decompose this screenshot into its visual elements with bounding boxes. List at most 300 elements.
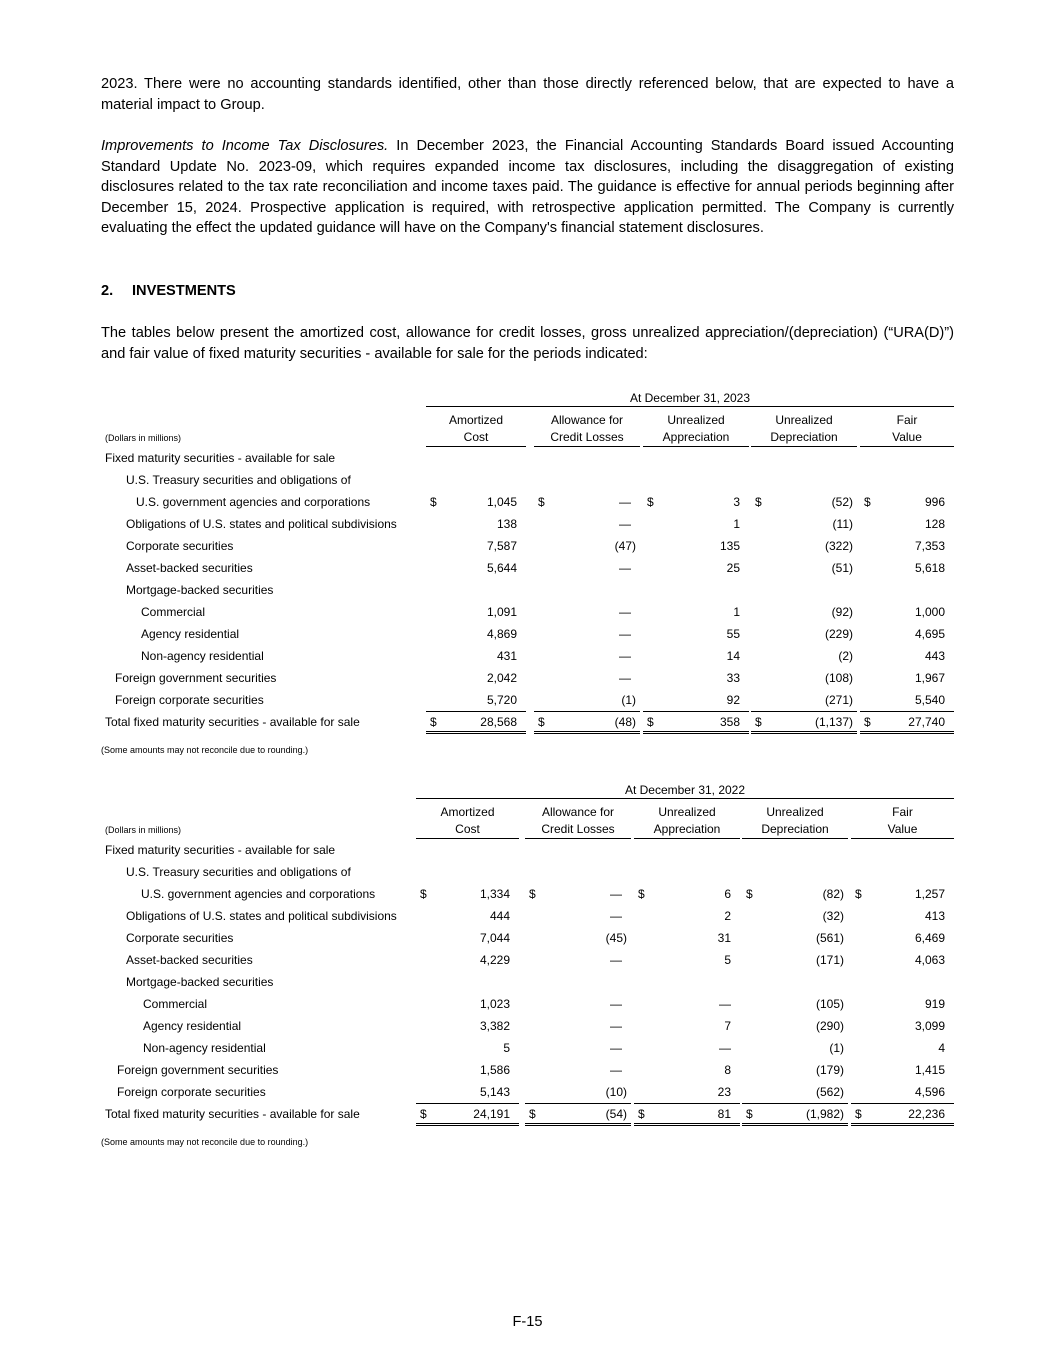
cell-value: (1,137) — [814, 715, 853, 729]
value-cell — [525, 905, 631, 927]
row-label: Asset-backed securities — [126, 953, 253, 967]
cell-value: 358 — [719, 715, 740, 729]
cell-value: 4,695 — [914, 627, 945, 641]
value-cell — [643, 535, 749, 557]
column-header-line-2: Depreciation — [770, 429, 838, 444]
cell-value: 1 — [733, 605, 740, 619]
row-label: Asset-backed securities — [126, 561, 253, 575]
column-header-line-2: Credit Losses — [541, 821, 615, 836]
currency-symbol: $ — [420, 887, 427, 901]
column-header-line-1: Allowance for — [541, 805, 615, 819]
column-header — [534, 412, 640, 447]
value-cell — [860, 623, 954, 645]
cell-value: 4,869 — [486, 627, 517, 641]
cell-value: 5,618 — [914, 561, 945, 575]
currency-symbol: $ — [864, 715, 871, 729]
cell-value: (51) — [831, 561, 853, 575]
table-row — [101, 557, 954, 579]
column-header — [416, 804, 519, 839]
value-cell — [643, 601, 749, 623]
cell-value: (10) — [605, 1085, 627, 1099]
column-header-line-2: Cost — [463, 429, 489, 444]
currency-symbol: $ — [638, 887, 645, 901]
cell-value: 1,023 — [479, 997, 510, 1011]
cell-value: 1,045 — [486, 495, 517, 509]
row-label: U.S. Treasury securities and obligations of — [126, 865, 351, 879]
row-label: Foreign corporate securities — [117, 1085, 266, 1099]
column-header-line-1: Allowance for — [550, 413, 624, 427]
cell-value: 4,063 — [914, 953, 945, 967]
cell-value: 1,334 — [479, 887, 510, 901]
value-cell — [525, 927, 631, 949]
currency-symbol: $ — [538, 495, 545, 509]
cell-value: 3 — [733, 495, 740, 509]
value-cell — [851, 927, 954, 949]
row-label: Fixed maturity securities - available for sale — [105, 451, 336, 465]
units-label: (Dollars in millions) — [105, 433, 182, 443]
cell-value: 7,353 — [914, 539, 945, 553]
cell-value: 128 — [924, 517, 945, 531]
value-cell — [416, 1015, 519, 1037]
value-cell — [751, 623, 857, 645]
value-cell — [643, 667, 749, 689]
value-cell — [851, 949, 954, 971]
value-cell — [416, 1059, 519, 1081]
value-cell — [426, 623, 526, 645]
value-cell — [851, 883, 954, 905]
cell-value: 443 — [924, 649, 945, 663]
cell-value: — — [619, 671, 631, 685]
table-row — [101, 927, 954, 949]
value-cell — [643, 689, 749, 711]
value-cell — [860, 711, 954, 734]
cell-value: (322) — [824, 539, 853, 553]
cell-value: — — [719, 997, 731, 1011]
cell-value: 444 — [489, 909, 510, 923]
value-cell — [534, 491, 640, 513]
cell-value: 5 — [503, 1041, 510, 1055]
cell-value: 1,000 — [914, 605, 945, 619]
value-cell — [742, 905, 848, 927]
value-cell — [416, 927, 519, 949]
table-row — [101, 1059, 954, 1081]
value-cell — [534, 535, 640, 557]
column-header-line-1: Fair — [892, 805, 913, 819]
value-cell — [634, 1103, 740, 1126]
cell-value: (290) — [815, 1019, 844, 1033]
column-header — [643, 412, 749, 447]
cell-value: (48) — [614, 715, 636, 729]
currency-symbol: $ — [529, 887, 536, 901]
value-cell — [860, 601, 954, 623]
value-cell — [534, 513, 640, 535]
value-cell — [426, 645, 526, 667]
column-header-line-2: Depreciation — [761, 821, 829, 836]
value-cell — [534, 601, 640, 623]
row-label: Foreign government securities — [117, 1063, 279, 1077]
column-header-line-2: Value — [892, 429, 922, 444]
column-header-line-1: Unrealized — [658, 805, 716, 819]
value-cell — [426, 491, 526, 513]
value-cell — [634, 1059, 740, 1081]
table-row — [101, 971, 954, 993]
table-row — [101, 1015, 954, 1037]
value-cell — [643, 557, 749, 579]
row-label: Commercial — [143, 997, 208, 1011]
value-cell — [751, 513, 857, 535]
value-cell — [416, 1037, 519, 1059]
value-cell — [525, 883, 631, 905]
cell-value: 28,568 — [480, 715, 517, 729]
row-label: Fixed maturity securities - available for sale — [105, 843, 336, 857]
currency-symbol: $ — [538, 715, 545, 729]
cell-value: 5 — [724, 953, 731, 967]
cell-value: (562) — [815, 1085, 844, 1099]
cell-value: — — [610, 909, 622, 923]
total-row — [101, 1103, 954, 1125]
value-cell — [742, 927, 848, 949]
value-cell — [416, 905, 519, 927]
cell-value: 7,587 — [486, 539, 517, 553]
column-header — [634, 804, 740, 839]
cell-value: — — [610, 953, 622, 967]
row-label: Agency residential — [141, 627, 240, 641]
column-header-line-2: Appreciation — [662, 429, 730, 444]
value-cell — [634, 927, 740, 949]
investments-table-2022 — [101, 782, 954, 1152]
currency-symbol: $ — [855, 887, 862, 901]
table-row — [101, 579, 954, 601]
cell-value: 55 — [726, 627, 740, 641]
value-cell — [426, 535, 526, 557]
cell-value: 23 — [717, 1085, 731, 1099]
column-header-line-1: Amortized — [448, 413, 504, 427]
cell-value: 92 — [726, 693, 740, 707]
rounding-note: (Some amounts may not reconcile due to rounding.) — [101, 1137, 309, 1147]
cell-value: (1) — [829, 1041, 844, 1055]
period-header: At December 31, 2023 — [426, 390, 954, 407]
cell-value: 7,044 — [479, 931, 510, 945]
value-cell — [751, 557, 857, 579]
value-cell — [742, 949, 848, 971]
cell-value: — — [619, 495, 631, 509]
cell-value: (45) — [605, 931, 627, 945]
value-cell — [643, 491, 749, 513]
value-cell — [860, 667, 954, 689]
value-cell — [525, 1015, 631, 1037]
cell-value: — — [610, 1063, 622, 1077]
cell-value: (1,982) — [805, 1107, 844, 1121]
column-header-line-1: Amortized — [440, 805, 495, 819]
value-cell — [851, 1103, 954, 1126]
value-cell — [742, 883, 848, 905]
cell-value: 6 — [724, 887, 731, 901]
cell-value: 135 — [719, 539, 740, 553]
value-cell — [634, 1081, 740, 1103]
value-cell — [860, 557, 954, 579]
investments-table-2023 — [101, 390, 954, 760]
cell-value: 6,469 — [914, 931, 945, 945]
period-header: At December 31, 2022 — [416, 782, 954, 799]
table-row — [101, 839, 954, 861]
value-cell — [525, 949, 631, 971]
cell-value: 24,191 — [473, 1107, 510, 1121]
paragraph-title: Improvements to Income Tax Disclosures. — [101, 138, 389, 154]
cell-value: 25 — [726, 561, 740, 575]
cell-value: (171) — [815, 953, 844, 967]
value-cell — [643, 513, 749, 535]
value-cell — [525, 1103, 631, 1126]
cell-value: — — [610, 997, 622, 1011]
table-row — [101, 469, 954, 491]
value-cell — [416, 1103, 519, 1126]
row-label: Total fixed maturity securities - available for sale — [105, 715, 360, 729]
table-row — [101, 513, 954, 535]
column-header-line-1: Unrealized — [667, 413, 725, 427]
cell-value: 1,091 — [486, 605, 517, 619]
value-cell — [751, 491, 857, 513]
cell-value: 413 — [924, 909, 945, 923]
cell-value: — — [610, 1041, 622, 1055]
table-row — [101, 993, 954, 1015]
cell-value: 5,143 — [479, 1085, 510, 1099]
cell-value: (54) — [605, 1107, 627, 1121]
cell-value: 4,596 — [914, 1085, 945, 1099]
value-cell — [426, 557, 526, 579]
table-row — [101, 667, 954, 689]
row-label: Mortgage-backed securities — [126, 583, 274, 597]
cell-value: (52) — [831, 495, 853, 509]
value-cell — [416, 883, 519, 905]
cell-value: 22,236 — [908, 1107, 945, 1121]
cell-value: (11) — [832, 517, 853, 531]
table-row — [101, 623, 954, 645]
value-cell — [860, 491, 954, 513]
cell-value: 4,229 — [479, 953, 510, 967]
value-cell — [851, 1081, 954, 1103]
column-header-line-2: Credit Losses — [550, 429, 624, 444]
value-cell — [416, 949, 519, 971]
column-header-line-1: Unrealized — [766, 805, 824, 819]
value-cell — [534, 689, 640, 711]
intro-paragraph: 2023. There were no accounting standards identified, other than those directly referenced below, that are expected to have a material impact to Group. — [101, 76, 954, 113]
column-header — [851, 804, 954, 839]
currency-symbol: $ — [647, 715, 654, 729]
cell-value: 1,586 — [479, 1063, 510, 1077]
cell-value: — — [610, 1019, 622, 1033]
cell-value: (1) — [621, 693, 636, 707]
row-label: Total fixed maturity securities - available for sale — [105, 1107, 360, 1121]
value-cell — [426, 601, 526, 623]
row-label: Foreign government securities — [115, 671, 277, 685]
table-row — [101, 1081, 954, 1103]
value-cell — [643, 645, 749, 667]
value-cell — [851, 993, 954, 1015]
accounting-update-paragraph — [101, 136, 954, 239]
value-cell — [742, 1059, 848, 1081]
table-row — [101, 535, 954, 557]
value-cell — [851, 905, 954, 927]
column-header-line-2: Value — [887, 821, 918, 836]
table-row — [101, 949, 954, 971]
value-cell — [426, 711, 526, 734]
value-cell — [643, 623, 749, 645]
value-cell — [416, 993, 519, 1015]
table-row — [101, 905, 954, 927]
cell-value: 1,415 — [914, 1063, 945, 1077]
units-label: (Dollars in millions) — [105, 825, 182, 835]
rounding-note: (Some amounts may not reconcile due to rounding.) — [101, 745, 309, 755]
cell-value: (179) — [815, 1063, 844, 1077]
value-cell — [534, 557, 640, 579]
currency-symbol: $ — [755, 715, 762, 729]
column-header — [742, 804, 848, 839]
value-cell — [851, 1015, 954, 1037]
value-cell — [860, 535, 954, 557]
cell-value: 81 — [717, 1107, 731, 1121]
value-cell — [534, 667, 640, 689]
cell-value: — — [619, 627, 631, 641]
cell-value: — — [619, 649, 631, 663]
value-cell — [426, 689, 526, 711]
cell-value: 996 — [924, 495, 945, 509]
table-row — [101, 491, 954, 513]
column-header-line-2: Appreciation — [653, 821, 721, 836]
value-cell — [851, 1037, 954, 1059]
value-cell — [534, 711, 640, 734]
cell-value: (82) — [822, 887, 844, 901]
cell-value: 14 — [726, 649, 740, 663]
row-label: Non-agency residential — [143, 1041, 266, 1055]
value-cell — [742, 1081, 848, 1103]
cell-value: — — [619, 517, 631, 531]
value-cell — [634, 949, 740, 971]
value-cell — [751, 535, 857, 557]
row-label: U.S. government agencies and corporations — [141, 887, 376, 901]
currency-symbol: $ — [420, 1107, 427, 1121]
value-cell — [751, 667, 857, 689]
cell-value: (2) — [838, 649, 853, 663]
column-header — [751, 412, 857, 447]
value-cell — [634, 905, 740, 927]
value-cell — [426, 667, 526, 689]
cell-value: (32) — [822, 909, 844, 923]
currency-symbol: $ — [746, 1107, 753, 1121]
value-cell — [851, 1059, 954, 1081]
currency-symbol: $ — [430, 715, 437, 729]
value-cell — [525, 1037, 631, 1059]
cell-value: (561) — [815, 931, 844, 945]
cell-value: 33 — [726, 671, 740, 685]
cell-value: (92) — [831, 605, 853, 619]
value-cell — [742, 993, 848, 1015]
column-header-line-2: Cost — [455, 821, 480, 836]
value-cell — [416, 1081, 519, 1103]
cell-value: (47) — [614, 539, 636, 553]
row-label: U.S. Treasury securities and obligations of — [126, 473, 351, 487]
row-label: U.S. government agencies and corporations — [136, 495, 371, 509]
paragraph-body: In December 2023, the Financial Accounting Standards Board issued Accounting Standard Update No. 2023-09, which requires expanded income tax disclosures, including the disaggregation of existing disclosures related to the tax rate reconciliation and income taxes paid. The guidance is effective for annual periods beginning after December 15, 2024. Prospective application is required, with retrospective application permitted. The Company is currently evaluating the effect the updated guidance will have on the Company's financial statement disclosures. — [101, 138, 954, 237]
value-cell — [860, 513, 954, 535]
currency-symbol: $ — [647, 495, 654, 509]
cell-value: 431 — [496, 649, 517, 663]
value-cell — [751, 689, 857, 711]
cell-value: 1,257 — [914, 887, 945, 901]
cell-value: (105) — [815, 997, 844, 1011]
table-row — [101, 883, 954, 905]
lead-paragraph: The tables below present the amortized cost, allowance for credit losses, gross unrealized appreciation/(depreciation) (“URA(D)”) and fair value of fixed maturity securities - available for sale for the periods indicated: — [101, 325, 954, 362]
value-cell — [643, 711, 749, 734]
currency-symbol: $ — [638, 1107, 645, 1121]
value-cell — [426, 513, 526, 535]
value-cell — [534, 623, 640, 645]
currency-symbol: $ — [755, 495, 762, 509]
value-cell — [742, 1037, 848, 1059]
section-heading: 2. INVESTMENTS — [101, 283, 236, 299]
row-label: Non-agency residential — [141, 649, 264, 663]
cell-value: (271) — [824, 693, 853, 707]
row-label: Commercial — [141, 605, 206, 619]
row-label: Mortgage-backed securities — [126, 975, 274, 989]
table-row — [101, 1037, 954, 1059]
currency-symbol: $ — [430, 495, 437, 509]
cell-value: 8 — [724, 1063, 731, 1077]
row-label: Foreign corporate securities — [115, 693, 264, 707]
cell-value: 138 — [496, 517, 517, 531]
value-cell — [751, 711, 857, 734]
cell-value: (108) — [824, 671, 853, 685]
currency-symbol: $ — [529, 1107, 536, 1121]
row-label: Obligations of U.S. states and political subdivisions — [126, 909, 397, 923]
currency-symbol: $ — [746, 887, 753, 901]
cell-value: — — [619, 605, 631, 619]
cell-value: 919 — [924, 997, 945, 1011]
value-cell — [742, 1015, 848, 1037]
value-cell — [860, 689, 954, 711]
table-row — [101, 645, 954, 667]
cell-value: 27,740 — [908, 715, 945, 729]
row-label: Agency residential — [143, 1019, 242, 1033]
cell-value: — — [719, 1041, 731, 1055]
table-row — [101, 601, 954, 623]
cell-value: 4 — [938, 1041, 945, 1055]
value-cell — [751, 645, 857, 667]
table-row — [101, 861, 954, 883]
value-cell — [860, 645, 954, 667]
cell-value: 5,540 — [914, 693, 945, 707]
cell-value: 2 — [724, 909, 731, 923]
cell-value: 3,382 — [479, 1019, 510, 1033]
value-cell — [634, 1015, 740, 1037]
row-label: Corporate securities — [126, 539, 234, 553]
value-cell — [634, 993, 740, 1015]
page-number: F-15 — [512, 1314, 543, 1330]
cell-value: (229) — [824, 627, 853, 641]
total-row — [101, 711, 954, 733]
value-cell — [525, 1059, 631, 1081]
table-row — [101, 447, 954, 469]
cell-value: 1,967 — [914, 671, 945, 685]
cell-value: 31 — [717, 931, 731, 945]
value-cell — [534, 645, 640, 667]
column-header-line-1: Fair — [896, 413, 918, 427]
cell-value: — — [619, 561, 631, 575]
cell-value: 5,720 — [486, 693, 517, 707]
column-header — [426, 412, 526, 447]
value-cell — [525, 1081, 631, 1103]
column-header — [525, 804, 631, 839]
value-cell — [751, 601, 857, 623]
